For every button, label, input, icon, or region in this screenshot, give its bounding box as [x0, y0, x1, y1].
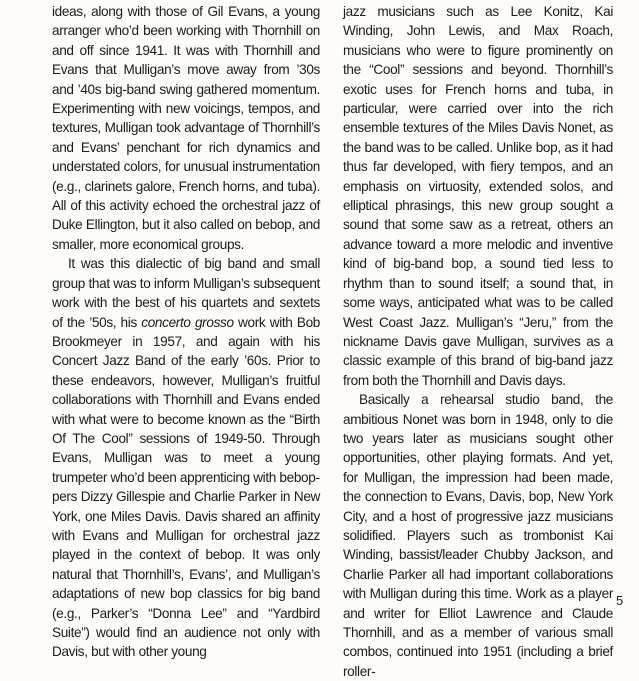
- left-paragraph-1: ideas, along with those of Gil Evans, a young arranger who’d been working with Thornhill on and off since 1941. It was with Thornhill and Evans that Mulligan’s move away from ’30s and ’40s big-band swing gathered momentum. Experimenting with new voicings, tempos, and textures, Mulligan took advantage of Thornhill’s and Evans’ penchant for rich dynamics and understated colors, for unusual instrumentation (e.g., clarinets galore, French horns, and tuba). All of this activity echoed the orchestral jazz of Duke Ellington, but it also called on bebop, and smaller, more economical groups.: [52, 4, 320, 252]
- right-paragraph-2: Basically a rehearsal studio band, the ambitious Nonet was born in 1948, only to die two years later as musicians sought other opportunities, other playing formats. And yet, for Mulligan, the impression had been made, the connection to Evans, Davis, bop, New York City, and a host of progressive jazz musicians solidified. Players such as trombonist Kai Winding, bassist/leader Chubby Jackson, and Charlie Parker all had important collaborations with Mulligan during this time. Work as a player and writer for Elliot Lawrence and Claude Thornhill, and as a member of various small combos, continued into 1951 (including a brief roller-: [343, 392, 613, 679]
- concerto-grosso-italic: concerto grosso: [141, 314, 234, 330]
- right-paragraph-1: jazz musicians such as Lee Konitz, Kai Winding, John Lewis, and Max Roach, musicians who were to figure prominently on the “Cool” sessions and beyond. Thornhill’s exotic uses for French horns and tuba, in particular, were carried over into the rich ensemble textures of the Miles Davis Nonet, as the band was to be called. Unlike bop, as it had thus far developed, with fiery tempos, and an emphasis on virtuosity, extended solos, and elliptical phrasings, this new group sought a sound that some saw as a retreat, others an advance toward a more melodic and inventive kind of big-band bop, a sound tied less to rhythm than to sound itself; a sound that, in some ways, anticipated what was to be called West Coast Jazz. Mulligan’s “Jeru,” from the nickname Davis gave Mulligan, survives as a classic example of this brand of big-band jazz from both the Thornhill and Davis days.: [343, 4, 613, 388]
- left-text-column: [52, 2, 320, 662]
- right-text-column: [343, 2, 613, 681]
- left-paragraph-2: [52, 254, 320, 662]
- left-paragraph-2-end: work with Bob Brookmeyer in 1957, and again with his Concert Jazz Band of the early ’60s. Prior to these endeavors, however, Mulligan’s fruitful collaborations with Thornhill and Evans ended with what were to become known as the “Birth Of The Cool” sessions of 1949-50. Through Evans, Mulligan was to meet a young trumpeter who’d been apprenticing with beboppers Dizzy Gillespie and Charlie Parker in New York, one Miles Davis. Davis shared an affinity with Evans and Mulligan for orchestral jazz played in the context of bebop. It was only natural that Thornhill’s, Evans’, and Mulligan’s adaptations of new bop classics for big band (e.g., Parker’s “Donna Lee” and “Yardbird Suite”) would find an audience not only with Davis, but with other young: [52, 314, 321, 660]
- left-paragraph-2-start: It was this dialectic of big band and small group that was to inform Mulligan’s subsequent work with the best of his quartets and sextets of the ’50s, his: [52, 256, 320, 330]
- page-number: 5: [616, 593, 624, 608]
